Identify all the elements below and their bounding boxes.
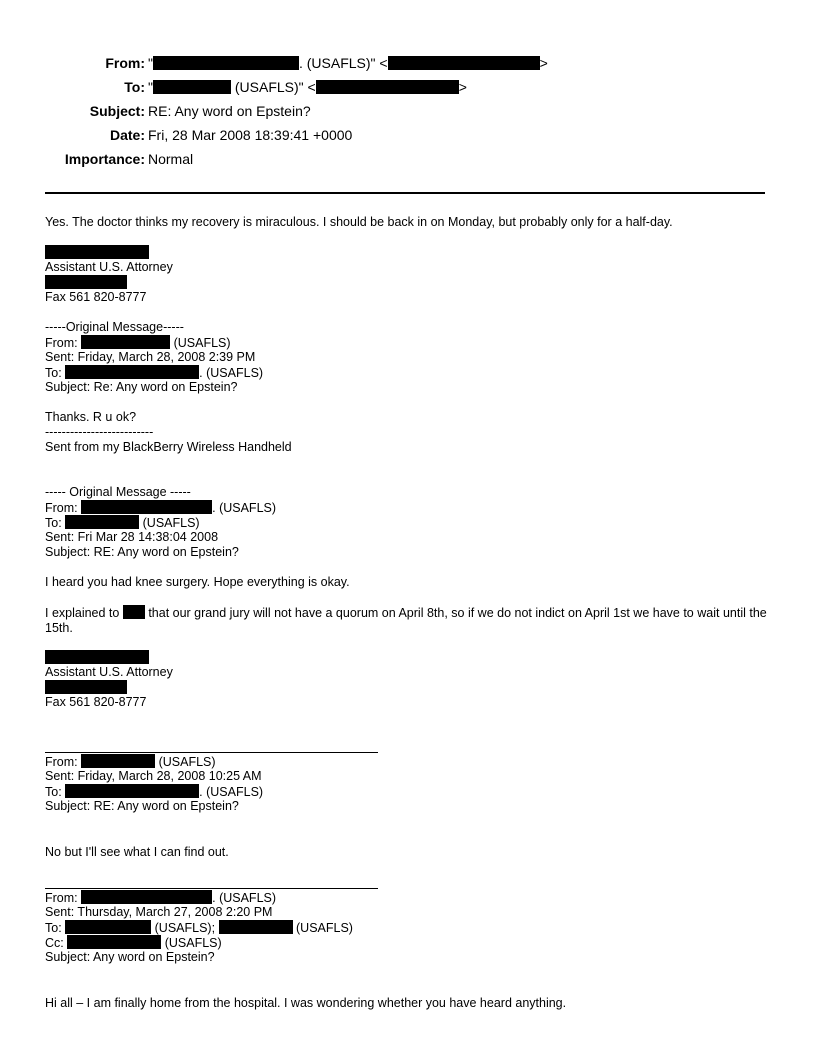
header-from-row	[0, 54, 816, 72]
redaction	[67, 935, 161, 949]
redaction	[65, 920, 151, 934]
orig-sent-line: Sent: Fri Mar 28 14:38:04 2008	[45, 530, 219, 544]
sent-from-line: Sent from my BlackBerry Wireless Handheld	[45, 440, 292, 454]
message-body: No but I'll see what I can find out.	[45, 845, 229, 859]
message-body: Thanks. R u ok?	[45, 410, 137, 424]
header-to-row	[0, 78, 816, 96]
header-importance-row	[0, 150, 816, 168]
importance-value: Normal	[148, 151, 194, 167]
redaction	[45, 245, 149, 259]
dash-separator: --------------------------	[45, 425, 154, 439]
redaction	[316, 80, 459, 94]
message-body: Hi all – I am finally home from the hospital. I was wondering whether you have heard anything.	[45, 996, 567, 1010]
original-message-divider: -----Original Message-----	[45, 320, 184, 334]
orig-sent-line: Sent: Friday, March 28, 2008 10:25 AM	[45, 769, 262, 783]
redaction	[65, 515, 139, 529]
date-label: Date:	[109, 127, 145, 143]
orig-subject-line: Subject: RE: Any word on Epstein?	[45, 545, 239, 559]
orig-cc-line: Cc: (USAFLS)	[45, 936, 222, 950]
message-separator	[45, 888, 378, 889]
orig-from-line: From: . (USAFLS)	[45, 501, 277, 515]
message-body: I heard you had knee surgery. Hope everything is okay.	[45, 575, 350, 589]
message-body: I explained to that our grand jury will not have a quorum on April 8th, so if we do not indict on April 1st we have to wait until the 15th.	[45, 606, 767, 635]
header-subject-row	[0, 102, 816, 120]
redaction	[153, 80, 231, 94]
signature-fax: Fax 561 820-8777	[45, 695, 147, 709]
orig-subject-line: Subject: Any word on Epstein?	[45, 950, 215, 964]
message-separator	[45, 752, 378, 753]
subject-value: RE: Any word on Epstein?	[148, 103, 311, 119]
to-label: To:	[124, 79, 145, 95]
from-label: From:	[105, 55, 145, 71]
orig-from-line: From: (USAFLS)	[45, 336, 231, 350]
redaction	[45, 680, 127, 694]
redaction	[219, 920, 293, 934]
signature-fax: Fax 561 820-8777	[45, 290, 147, 304]
redaction	[45, 650, 149, 664]
redaction	[388, 56, 540, 70]
redaction	[45, 275, 127, 289]
redaction	[123, 605, 145, 619]
original-message-divider: ----- Original Message -----	[45, 485, 191, 499]
redaction	[81, 335, 170, 349]
orig-to-line: To: (USAFLS)	[45, 516, 200, 530]
orig-to-line: To: . (USAFLS)	[45, 366, 264, 380]
header-divider	[45, 192, 765, 194]
subject-label: Subject:	[89, 103, 145, 119]
redaction	[81, 500, 212, 514]
redaction	[153, 56, 299, 70]
to-value: " (USAFLS)" < >	[148, 79, 467, 95]
orig-from-line: From: . (USAFLS)	[45, 891, 277, 905]
redaction	[81, 890, 212, 904]
orig-to-line: To: . (USAFLS)	[45, 785, 264, 799]
orig-to-line: To: (USAFLS); (USAFLS)	[45, 921, 353, 935]
date-value: Fri, 28 Mar 2008 18:39:41 +0000	[148, 127, 353, 143]
redaction	[81, 754, 155, 768]
orig-sent-line: Sent: Friday, March 28, 2008 2:39 PM	[45, 350, 256, 364]
header-date-row	[0, 126, 816, 144]
orig-subject-line: Subject: RE: Any word on Epstein?	[45, 799, 239, 813]
signature-title: Assistant U.S. Attorney	[45, 260, 173, 274]
orig-from-line: From: (USAFLS)	[45, 755, 216, 769]
redaction	[65, 365, 199, 379]
orig-sent-line: Sent: Thursday, March 27, 2008 2:20 PM	[45, 905, 273, 919]
message-body: Yes. The doctor thinks my recovery is miraculous. I should be back in on Monday, but probably only for a half-day.	[45, 215, 673, 229]
from-value: " . (USAFLS)" < >	[148, 55, 548, 71]
signature-title: Assistant U.S. Attorney	[45, 665, 173, 679]
importance-label: Importance:	[64, 151, 145, 167]
redaction	[65, 784, 199, 798]
orig-subject-line: Subject: Re: Any word on Epstein?	[45, 380, 238, 394]
